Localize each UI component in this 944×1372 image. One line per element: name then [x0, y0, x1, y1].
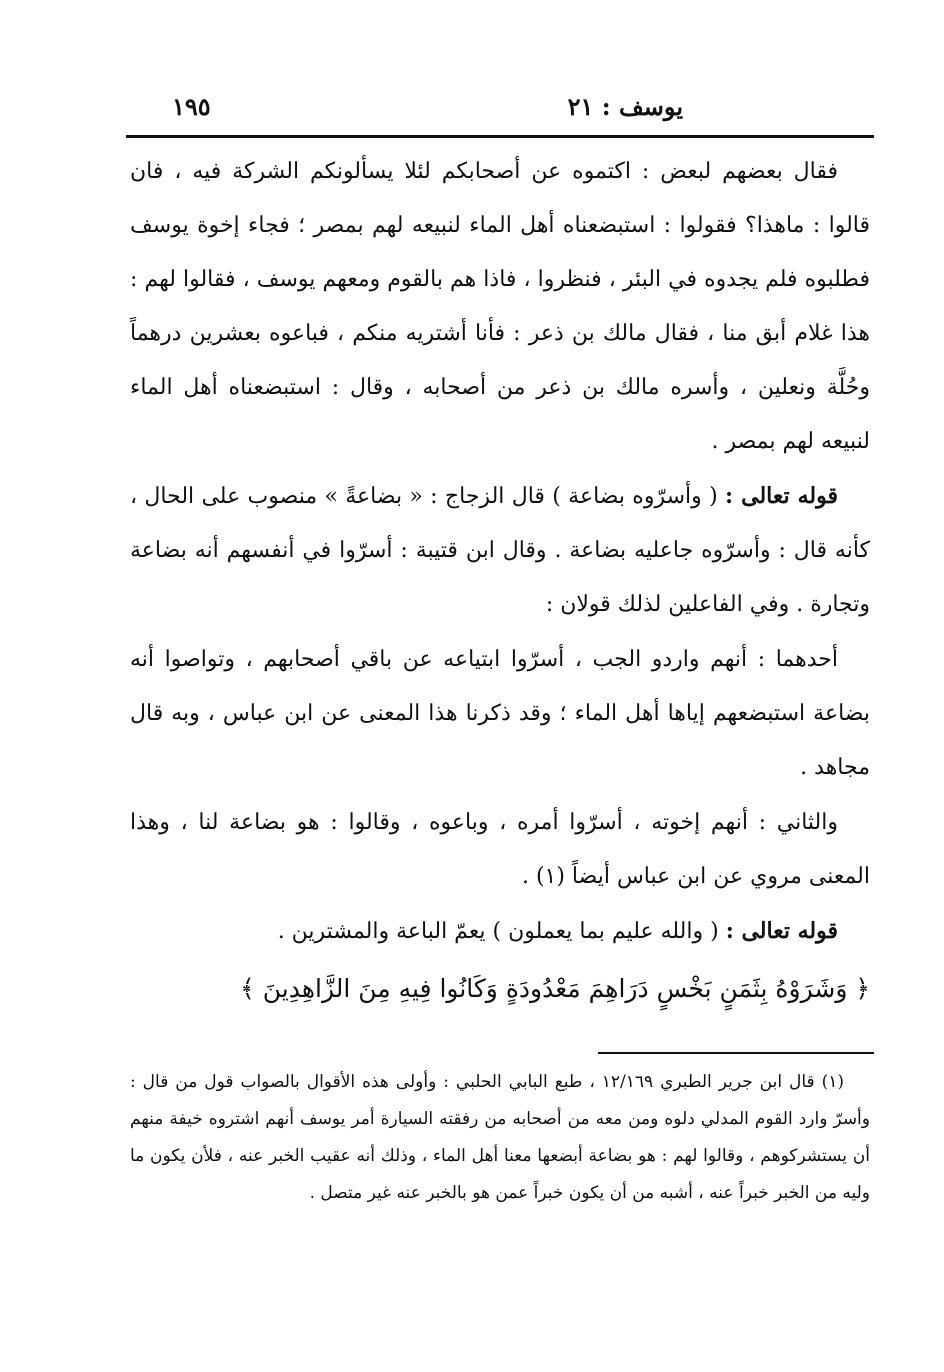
footnote — [130, 1064, 870, 1212]
paragraph-lead: قوله تعالى : — [725, 918, 838, 944]
quranic-verse: ﴿ وَشَرَوْهُ بِثَمَنٍ بَخْسٍ دَرَاهِمَ مَعْدُودَةٍ وَكَانُوا فِيهِ مِنَ الزَّاهِدِينَ ﴾ — [240, 974, 870, 1003]
paragraph-lead: قوله تعالى : — [725, 483, 838, 509]
chapter-reference: يوسف : ٢١ — [567, 92, 683, 121]
page-number: ١٩٥ — [172, 92, 211, 121]
paragraph-text: أحدهما : أنهم واردو الجب ، أسرّوا ابتياعه عن باقي أصحابهم ، وتواصوا أنه بضاعة استبضعهم إياها أهل الماء ؛ وقد ذكرنا هذا المعنى عن ابن عباس ، وبه قال مجاهد . — [130, 647, 870, 780]
paragraph-text: ( والله عليم بما يعملون ) يعمّ الباعة والمشترين . — [277, 919, 726, 944]
paragraph — [130, 795, 870, 904]
paragraph — [130, 469, 870, 632]
paragraph — [130, 632, 870, 795]
paragraph — [130, 144, 870, 469]
paragraph-text: فقال بعضهم لبعض : اكتموه عن أصحابكم لئلا يسألونكم الشركة فيه ، فان قالوا : ماهذا؟ فقولوا : استبضعناه أهل الماء لنبيعه لهم بمصر ؛ فجاء إخوة يوسف فطلبوه فلم يجدوه في البئر ، فنظروا ، فاذا هم بالقوم ومعهم يوسف ، فقالوا لهم : هذا غلام أبق منا ، فقال مالك بن ذعر : فأنا أشتريه منكم ، فباعوه بعشرين درهماً وحُلَّة ونعلين ، وأسره مالك بن ذعر من أصحابه ، وقال : استبضعناه أهل الماء لنبيعه لهم بمصر . — [130, 159, 870, 454]
paragraph-text: والثاني : أنهم إخوته ، أسرّوا أمره ، وباعوه ، وقالوا : هو بضاعة لنا ، وهذا المعنى مروي عن ابن عباس أيضاً (١) . — [130, 810, 870, 889]
footnote-text: (١) قال ابن جرير الطبري ١٢/١٦٩ ، طبع البابي الحلبي : وأولى هذه الأقوال بالصواب قول من قال : وأسرّ وارد القوم المدلي دلوه ومن معه من أصحابه من رفقته السيارة أمر يوسف أنهم اشتروه خيفة منهم أن يستشركوهم ، وقالوا لهم : هو بضاعة أبضعها معنا أهل الماء ، وذلك أنه عقيب الخبر عنه ، فلأن يكون ما وليه من الخبر خبراً عنه ، أشبه من أن يكون خبراً عمن هو بالخبر عنه غير متصل . — [130, 1072, 870, 1203]
paragraph — [130, 904, 870, 959]
header-rule — [126, 135, 874, 138]
main-text — [130, 144, 870, 1017]
running-header — [128, 88, 873, 132]
paragraph-text: ( وأسرّوه بضاعة ) قال الزجاج : « بضاعةً » منصوب على الحال ، كأنه قال : وأسرّوه جاعليه بضاعة . وقال ابن قتيبة : أسرّوا في أنفسهم أنه بضاعة وتجارة . وفي الفاعلين لذلك قولان : — [130, 484, 870, 617]
footnote-rule — [598, 1052, 874, 1054]
